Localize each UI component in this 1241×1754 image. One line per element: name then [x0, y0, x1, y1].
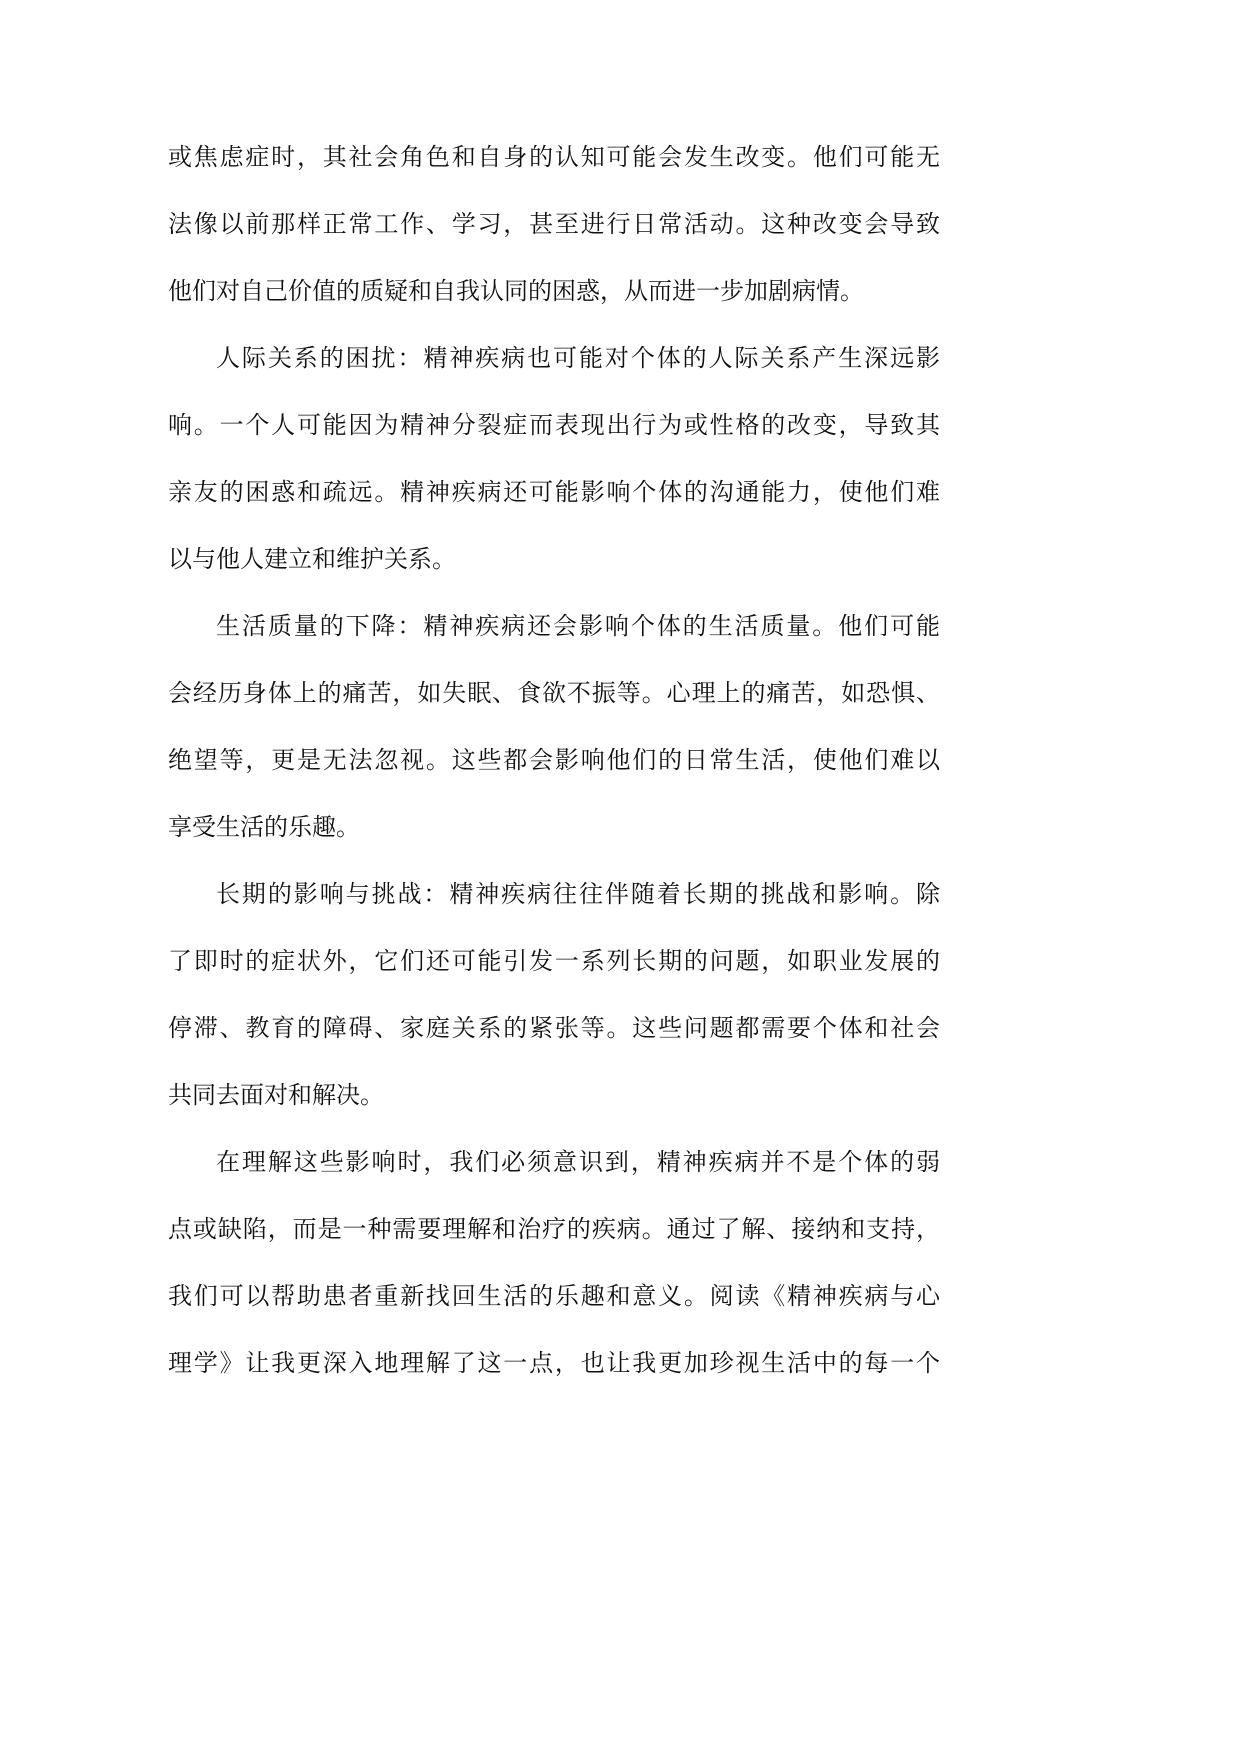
text-line: 共同去面对和解决。 [168, 1081, 384, 1109]
text-line: 绝望等，更是无法忽视。这些都会影响他们的日常生活，使他们难以 [168, 746, 940, 774]
text-line: 在理解这些影响时，我们必须意识到，精神疾病并不是个体的弱 [216, 1148, 940, 1176]
text-line: 会经历身体上的痛苦，如失眠、食欲不振等。心理上的痛苦，如恐惧、 [168, 679, 940, 707]
text-line: 或焦虑症时，其社会角色和自身的认知可能会发生改变。他们可能无 [168, 143, 940, 171]
paragraph [168, 861, 940, 1129]
text-line: 停滞、教育的障碍、家庭关系的紧张等。这些问题都需要个体和社会 [168, 1014, 940, 1042]
text-line: 点或缺陷，而是一种需要理解和治疗的疾病。通过了解、接纳和支持， [168, 1215, 940, 1243]
text-line: 亲友的困惑和疏远。精神疾病还可能影响个体的沟通能力，使他们难 [168, 478, 940, 506]
text-line: 以与他人建立和维护关系。 [168, 545, 456, 573]
paragraph [168, 593, 940, 861]
text-line: 人际关系的困扰：精神疾病也可能对个体的人际关系产生深远影 [216, 344, 940, 372]
text-line: 他们对自己价值的质疑和自我认同的困惑，从而进一步加剧病情。 [168, 277, 864, 305]
text-line: 法像以前那样正常工作、学习，甚至进行日常活动。这种改变会导致 [168, 210, 940, 238]
paragraph [168, 325, 940, 593]
paragraph [168, 124, 940, 325]
text-line: 生活质量的下降：精神疾病还会影响个体的生活质量。他们可能 [216, 612, 940, 640]
text-line: 理学》让我更深入地理解了这一点，也让我更加珍视生活中的每一个 [168, 1349, 940, 1377]
text-line: 我们可以帮助患者重新找回生活的乐趣和意义。阅读《精神疾病与心 [168, 1282, 940, 1310]
paragraph [168, 1129, 940, 1397]
text-line: 长期的影响与挑战：精神疾病往往伴随着长期的挑战和影响。除 [216, 880, 940, 908]
text-line: 了即时的症状外，它们还可能引发一系列长期的问题，如职业发展的 [168, 947, 940, 975]
document-body [168, 124, 940, 1397]
text-line: 响。一个人可能因为精神分裂症而表现出行为或性格的改变，导致其 [168, 411, 940, 439]
text-line: 享受生活的乐趣。 [168, 813, 360, 841]
